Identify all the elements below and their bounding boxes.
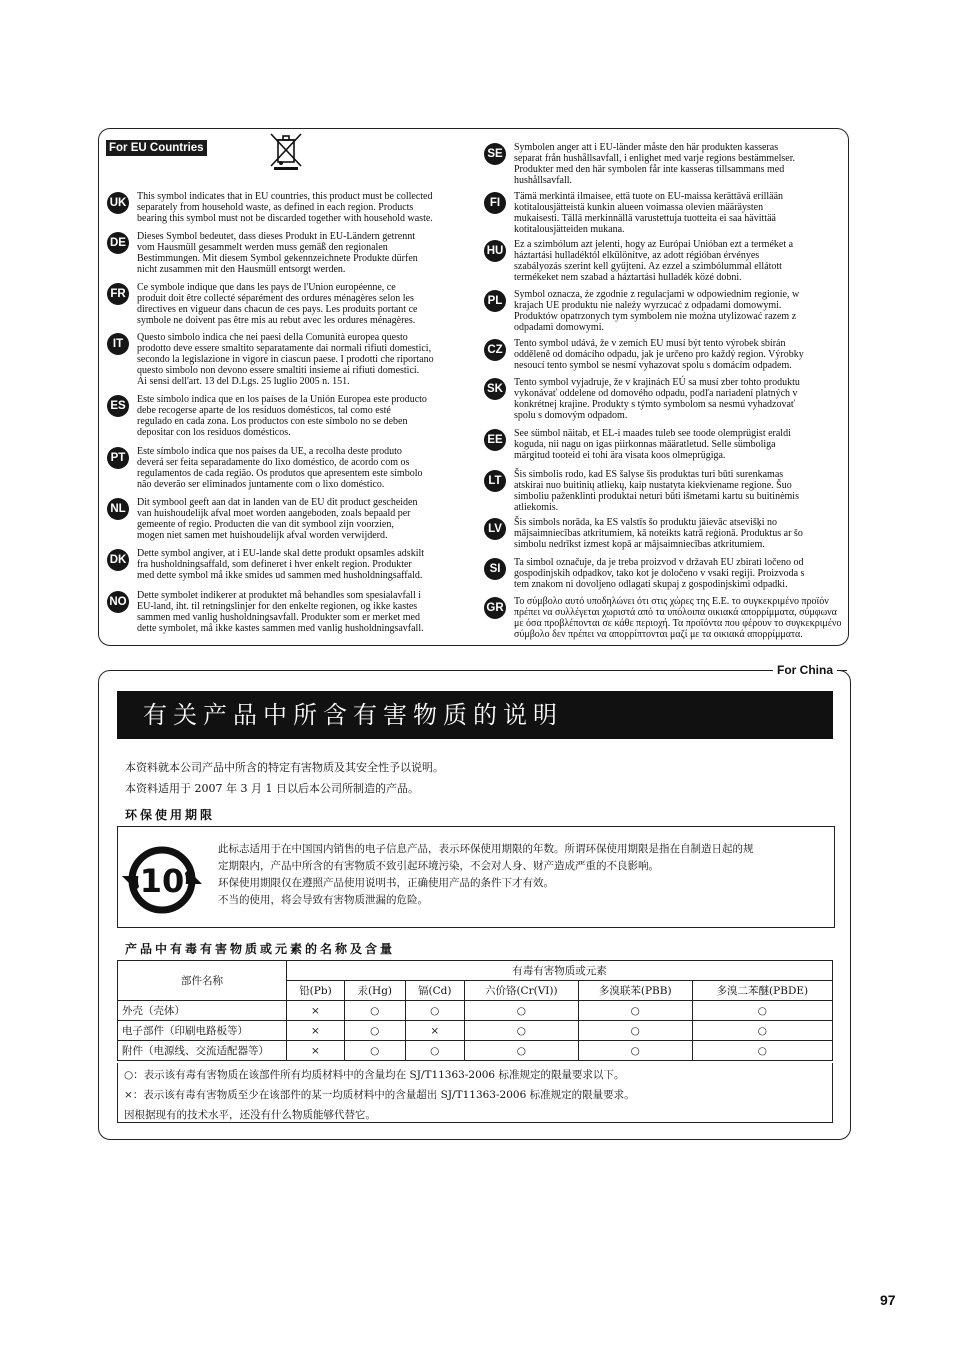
country-code-badge: GR: [484, 597, 506, 619]
substance-status-cell: ○: [692, 1001, 832, 1021]
substance-status-cell: ○: [344, 1021, 405, 1041]
substance-column-header: 汞(Hg): [344, 981, 405, 1001]
notice-text: Šis simbols norāda, ka ES valstīs šo produktu jāievāc atsevišķi no mājsaimniecības atkritumiem, kā noteikts katrā reģionā. Produktus ar šo simbolu nedrīkst izmest kopā ar mājsaimniecības atkritumiem.: [514, 517, 803, 550]
country-code-badge: NO: [107, 591, 129, 613]
notice-text: Dette symbol angiver, at i EU-lande skal dette produkt opsamles adskilt fra husholdningsaffald, som defineret i hver enkelt region. Produkter med dette symbol må ikke smides ud sammen med husholdningsaffald.: [137, 548, 425, 581]
country-code-badge: LV: [484, 518, 506, 540]
notice-text: Este símbolo indica que nos países da UE, a recolha deste produto deverá ser feita separadamente do lixo doméstico, de acordo com os regulamentos de cada região. Os produtos que apresentem este símbolo não deverão ser eliminados juntamente com o lixo doméstico.: [137, 446, 423, 490]
substance-status-cell: ○: [692, 1041, 832, 1061]
part-name-cell: 电子部件（印刷电路板等）: [118, 1021, 287, 1041]
country-code-badge: DK: [107, 549, 129, 571]
substance-status-cell: ○: [344, 1041, 405, 1061]
substance-status-cell: ○: [578, 1001, 692, 1021]
part-name-header: 部件名称: [118, 961, 287, 1001]
country-code-badge: SK: [484, 378, 506, 400]
page-number: 97: [880, 1292, 896, 1308]
part-name-cell: 附件（电源线、交流适配器等）: [118, 1041, 287, 1061]
crossed-out-wheelie-bin-icon: [268, 132, 304, 170]
notice-text: See sümbol näitab, et EL-i maades tuleb see toode olemprügist eraldi koguda, nii nagu on igas piirkonnas määratletud. Selle sümboliga märgitud tooteid ei tohi ära visata koos olmeprügiga.: [514, 428, 791, 461]
notice-text: Šis simbolis rodo, kad ES šalyse šis produktas turi būti surenkamas atskirai nuo buitinių atliekų, kaip nustatyta kiekviename regione. Šuo simboliu paženklinti produktai neturi būti išmetami kartu su buitinėmis atliekomis.: [514, 469, 799, 513]
substance-column-header: 多溴联苯(PBB): [578, 981, 692, 1001]
substance-status-cell: ○: [578, 1041, 692, 1061]
epup-number: 10: [139, 862, 185, 900]
substance-status-cell: ×: [287, 1001, 345, 1021]
substance-status-cell: ○: [464, 1041, 578, 1061]
substance-column-header: 镉(Cd): [405, 981, 464, 1001]
country-code-badge: CZ: [484, 339, 506, 361]
country-code-badge: HU: [484, 240, 506, 262]
for-china-label: For China: [773, 663, 837, 677]
table-row: [118, 1001, 833, 1021]
china-title-banner: 有关产品中所含有害物质的说明: [117, 691, 833, 739]
substance-status-cell: ○: [578, 1021, 692, 1041]
notice-text: Este símbolo indica que en los países de la Unión Europea este producto debe recogerse aparte de los residuos domésticos, tal como esté regulado en cada zona. Los productos con este símbolo no se deben depositar con los residuos domésticos.: [137, 394, 427, 438]
notice-text: Questo simbolo indica che nei paesi della Comunità europea questo prodotto deve essere smaltito separatamente dai normali rifiuti domestici, secondo la legislazione in vigore in ciascun paese. I prodotti che riportano questo simbolo non devono essere smaltiti insieme ai rifiuti domestici. Ai sensi dell'art. 13 del D.Lgs. 25 luglio 2005 n. 151.: [137, 332, 434, 387]
substance-status-cell: ○: [464, 1001, 578, 1021]
notice-text: Ce symbole indique que dans les pays de l'Union européenne, ce produit doit être collecté séparément des ordures ménagères selon les directives en vigueur dans chacun de ces pays. Les produits portant ce symbole ne doivent pas être mis au rebut avec les ordures ménagères.: [137, 282, 418, 326]
substance-status-cell: ○: [405, 1001, 464, 1021]
country-code-badge: PL: [484, 290, 506, 312]
country-code-badge: DE: [107, 232, 129, 254]
substance-status-cell: ×: [405, 1021, 464, 1041]
notice-text: This symbol indicates that in EU countries, this product must be collected separately from household waste, as defined in each region. Products bearing this symbol must not be discarded together with household waste.: [137, 191, 433, 224]
table-row: [118, 1041, 833, 1061]
table-notes: ○：表示该有毒有害物质在该部件所有均质材料中的含量均在 SJ/T11363-2006 标准规定的限量要求以下。 ×：表示该有毒有害物质至少在该部件的某一均质材料中的含量超出 SJ/T11363-2006 标准规定的限量要求。 因根据现有的技术水平，还没有什么物质能够代替它。: [117, 1063, 833, 1123]
substance-group-header: 有毒有害物质或元素: [287, 961, 833, 981]
country-code-badge: PT: [107, 447, 129, 469]
part-name-cell: 外壳（壳体）: [118, 1001, 287, 1021]
notice-text: Tento symbol vyjadruje, že v krajinách EÚ sa musí zber tohto produktu vykonávať oddelene od domového odpadu, podľa nariadení platných v konkrétnej krajine. Produkty s týmto symbolom sa nesmú vyhadzovať spolu s domovým odpadom.: [514, 377, 800, 421]
substance-column-header: 六价铬(Cr(VI)): [464, 981, 578, 1001]
epup-10-year-icon: [120, 838, 204, 922]
substance-status-cell: ×: [287, 1041, 345, 1061]
table-row: [118, 1021, 833, 1041]
country-code-badge: NL: [107, 498, 129, 520]
hazardous-substance-table: [117, 960, 833, 1061]
notice-text: Dette symbolet indikerer at produktet må behandles som spesialavfall i EU-land, iht. til retningslinjer for den enkelte regionen, og ikke kastes sammen med vanlig husholdningsavfall. Produkter som er merket med dette symbolet, må ikke kastes sammen med vanlig husholdningsavfall.: [137, 590, 424, 634]
country-code-badge: ES: [107, 395, 129, 417]
country-code-badge: UK: [107, 192, 129, 214]
notice-text: Ta simbol označuje, da je treba proizvod v državah EU zbirati ločeno od gospodinjskih odpadkov, tako kot je določeno v vsaki regiji. Proizvoda s tem znakom ni dovoljeno odlagati skupaj z gospodinjskimi odpadki.: [514, 557, 805, 590]
eu-countries-badge: For EU Countries: [106, 140, 207, 156]
substance-status-cell: ×: [287, 1021, 345, 1041]
notice-text: Dit symbool geeft aan dat in landen van de EU dit product gescheiden van huishoudelijk afval moet worden aangeboden, zoals bepaald per gemeente of regio. Producten die van dit symbool zijn voorzien, mogen niet samen met huishoudelijk afval worden verwijderd.: [137, 497, 418, 541]
country-code-badge: FR: [107, 283, 129, 305]
substance-table-heading: 产品中有毒有害物质或元素的名称及含量: [125, 942, 396, 956]
notice-text: Tämä merkintä ilmaisee, että tuote on EU-maissa kerättävä erillään kotitalousjätteistä kunkin alueen voimassa olevien määräysten mukaisesti. Tällä merkinnällä varustettuja tuotteita ei saa hävittää kotitalousjätteiden mukana.: [514, 191, 784, 235]
notice-text: Dieses Symbol bedeutet, dass dieses Produkt in EU-Ländern getrennt vom Hausmüll gesammelt werden muss gemäß den regionalen Bestimmungen. Mit diesem Symbol gekennzeichnete Produkte dürfen nicht zusammen mit den Hausmüll entsorgt werden.: [137, 231, 418, 275]
notice-text: Symbol oznacza, że zgodnie z regulacjami w odpowiednim regionie, w krajach UE produktu nie należy wyrzucać z odpadami domowymi. Produktów opatrzonych tym symbolem nie można utylizować razem z odpadami domowymi.: [514, 289, 800, 333]
notice-text: Tento symbol udává, že v zemích EU musí být tento výrobek sbírán odděleně od domácího odpadu, jak je určeno pro každý region. Výrobky nesoucí tento symbol se nesmí vyhazovat spolu s domácím odpadem.: [514, 338, 804, 371]
substance-column-header: 铅(Pb): [287, 981, 345, 1001]
country-code-badge: LT: [484, 470, 506, 492]
country-code-badge: EE: [484, 429, 506, 451]
notice-text: Το σύμβολο αυτό υποδηλώνει ότι στις χώρες της Ε.Ε. το συγκεκριμένο προϊόν πρέπει να συλλέγεται χωριστά από τα υπόλοιπα οικιακά απορρίμματα, σύμφωνα με όσα προβλέπονται σε κάθε περιοχή. Τα προϊόντα που φέρουν το συγκεκριμένο σύμβολο δεν πρέπει να απορρίπτονται μαζί με τα οικιακά απορρίμματα.: [514, 596, 842, 640]
substance-column-header: 多溴二苯醚(PBDE): [692, 981, 832, 1001]
substance-status-cell: ○: [344, 1001, 405, 1021]
epup-heading: 环保使用期限: [125, 808, 216, 822]
country-code-badge: IT: [107, 333, 129, 355]
country-code-badge: SE: [484, 143, 506, 165]
epup-description: 此标志适用于在中国国内销售的电子信息产品，表示环保使用期限的年数。所谓环保使用期限是指在自制造日起的规 定期限内，产品中所含的有害物质不致引起环境污染，不会对人身、财产造成严重的不良影响。 环保使用期限仅在遵照产品使用说明书，正确使用产品的条件下才有效。 不当的使用，将会导致有害物质泄漏的危险。: [218, 843, 754, 906]
substance-status-cell: ○: [405, 1041, 464, 1061]
china-intro-text: 本资料就本公司产品中所含的特定有害物质及其安全性予以说明。 本资料适用于 2007 年 3 月 1 日以后本公司所制造的产品。: [125, 761, 444, 795]
country-code-badge: SI: [484, 558, 506, 580]
substance-status-cell: ○: [464, 1021, 578, 1041]
notice-text: Ez a szimbólum azt jelenti, hogy az Európai Unióban ezt a terméket a háztartási hulladéktól elkülönítve, az adott régióban érvényes szabályozás szerint kell gyűjteni. Az ezzel a szimbólummal ellátott termékeket nem szabad a háztartási hulladék közé dobni.: [514, 239, 794, 283]
substance-status-cell: ○: [692, 1021, 832, 1041]
notice-text: Symbolen anger att i EU-länder måste den här produkten kasseras separat från hushållsavfall, i enlighet med varje regions bestämmelser. Produkter med den här symbolen får inte kasseras tillsammans med hushållsavfall.: [514, 142, 796, 186]
country-code-badge: FI: [484, 192, 506, 214]
